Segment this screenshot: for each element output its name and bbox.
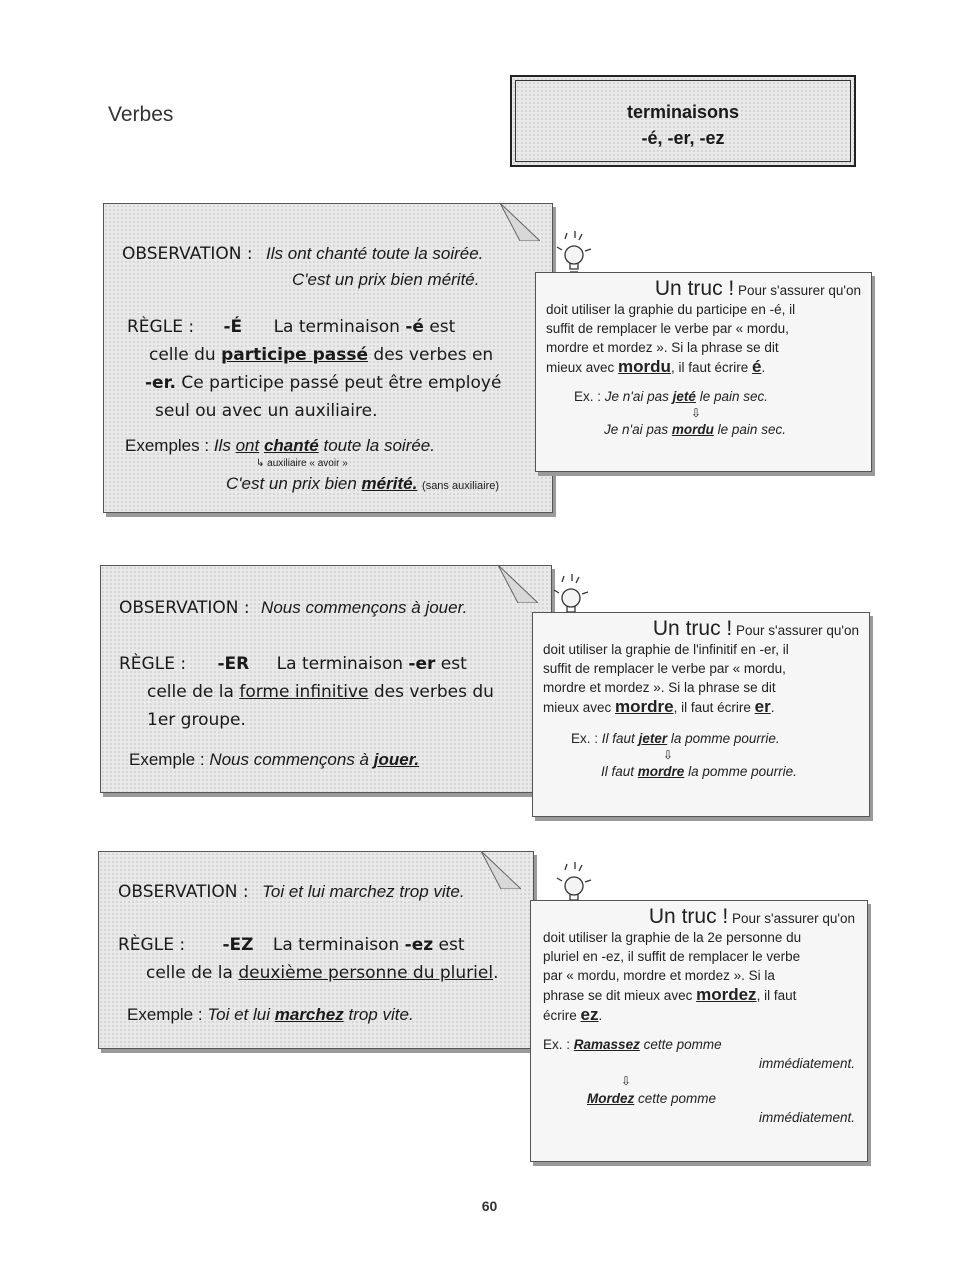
tip-line: écrire — [543, 1008, 577, 1023]
observation-line — [118, 882, 465, 902]
example-text-end: toute la soirée. — [323, 436, 435, 455]
tip-line: Pour s'assurer qu'on — [732, 911, 855, 926]
tip-line: pluriel en -ez, il suffit de remplacer le verbe — [543, 949, 801, 964]
tip-example: Il faut — [601, 731, 635, 746]
topic-line-2: -é, -er, -ez — [641, 128, 725, 148]
rule-line-2b: des verbes en — [373, 345, 494, 365]
example-text-end: trop vite. — [348, 1005, 414, 1024]
tip-example-label: Ex. : — [571, 731, 599, 746]
rule-text — [119, 650, 494, 734]
tip-line: , il faut écrire — [673, 700, 751, 715]
tip-example: Il faut — [601, 764, 635, 779]
tip-line: par « mordu, mordre et mordez ». Si la — [543, 968, 775, 983]
example-auxiliary: ont — [235, 436, 260, 455]
rule-line-4: seul ou avec un auxiliaire. — [155, 401, 378, 421]
observation-line — [119, 598, 467, 618]
tip-example: immédiatement. — [758, 1056, 855, 1071]
tip-key-word: mordre — [615, 697, 674, 716]
topic-line-1: terminaisons — [626, 102, 740, 122]
rule-line-3a: -er. — [145, 373, 177, 393]
rule-phrase: La terminaison — [272, 935, 400, 955]
rule-text — [118, 931, 499, 987]
rule-line-3: 1er groupe. — [147, 710, 246, 730]
tip-line: doit utiliser la graphie de la 2e personne du — [543, 930, 802, 945]
tip-ending: er — [754, 697, 771, 716]
folded-corner-icon — [481, 851, 521, 889]
rule-label: RÈGLE : — [119, 654, 187, 674]
example-note: (sans auxiliaire) — [422, 480, 500, 492]
tip-line: phrase se dit mieux avec — [543, 988, 693, 1003]
example-line-1 — [129, 750, 419, 770]
example-text: Nous commençons à — [209, 750, 370, 769]
rule-phrase: La terminaison — [273, 317, 400, 337]
tip-example-label: Ex. : — [543, 1037, 571, 1052]
example-verb: chanté — [263, 436, 319, 455]
rule-text — [127, 313, 501, 425]
topic-box — [510, 75, 856, 167]
tip-ending: ez — [580, 1005, 599, 1024]
observation-sentence: Nous commençons à jouer. — [261, 598, 468, 617]
examples-label: Exemple : — [129, 750, 205, 769]
observation-label: OBSERVATION : — [118, 882, 249, 902]
example-verb: mérité. — [361, 474, 418, 493]
rule-ending-inline: -ez — [404, 935, 434, 955]
example-text: C'est un prix bien — [226, 474, 357, 493]
tip-key-word: mordez — [696, 985, 757, 1004]
observation-sentence: Toi et lui marchez trop vite. — [262, 882, 465, 901]
tip-line: Pour s'assurer qu'on — [736, 623, 859, 638]
example-verb: jouer. — [373, 750, 420, 769]
example-text: Ils — [213, 436, 231, 455]
rule-phrase: La terminaison — [276, 654, 403, 674]
observation-label: OBSERVATION : — [119, 598, 250, 618]
rule-line-2a: celle du — [149, 345, 216, 365]
tip-line: mieux avec — [543, 700, 612, 715]
rule-key-term: participe passé — [221, 345, 369, 365]
tip-line: mordre et mordez ». Si la phrase se dit — [546, 340, 779, 355]
tip-box-1: Un truc ! Pour s'assurer qu'on doit utiliser la graphie du participe en -é, il suffit de remplacer le verbe par « mordu, mordre et mordez ». Si la phrase se dit mieux avec mordu, il faut écrire é. Ex. : Je n'ai pas jeté le pain sec. ⇩ Je n'ai pas mordu le pain sec. — [535, 272, 872, 472]
tip-example-verb: mordre — [637, 764, 685, 779]
section-title: Verbes — [108, 103, 174, 126]
tip-line: mieux avec — [546, 360, 615, 375]
rule-line-2a: celle de la — [147, 682, 234, 702]
tip-example-verb: jeté — [672, 389, 696, 404]
rule-line-2a: celle de la — [146, 963, 233, 983]
tip-example-verb: mordu — [671, 422, 714, 437]
rule-label: RÈGLE : — [118, 935, 186, 955]
rule-key-term: forme infinitive — [239, 682, 369, 702]
rule-ending: -ER — [217, 654, 250, 674]
down-arrow-icon: ⇩ — [663, 748, 674, 762]
page-number: 60 — [481, 1198, 498, 1214]
tip-line: suffit de remplacer le verbe par « mordu, — [543, 661, 786, 676]
tip-box-3: Un truc ! Pour s'assurer qu'on doit utiliser la graphie de la 2e personne du pluriel en -ez, il suffit de remplacer le verbe par « mordu, mordre et mordez ». Si la phrase se dit mieux avec mordez, il faut écrire ez. Ex. : Ramassez cette pomme immédiatement. ⇩ Mordez cette pomme immédiatement. — [530, 900, 868, 1162]
rule-phrase-end: est — [429, 317, 456, 337]
observation-line — [122, 244, 483, 264]
tip-key-word: mordu — [618, 357, 671, 376]
tip-title: Un truc ! — [652, 617, 733, 640]
rule-ending: -É — [223, 317, 243, 337]
rule-phrase-end: est — [440, 654, 467, 674]
example-text: Toi et lui — [207, 1005, 271, 1024]
rule-line-3b: Ce participe passé peut être employé — [181, 373, 502, 393]
tip-example: Je n'ai pas — [604, 389, 669, 404]
tip-line: suffit de remplacer le verbe par « mordu, — [546, 321, 789, 336]
example-line-1 — [127, 1005, 414, 1025]
tip-example: cette pomme — [643, 1037, 722, 1052]
rule-ending-inline: -é — [405, 317, 424, 337]
folded-corner-icon — [498, 565, 538, 603]
auxiliary-note: ↳ auxiliaire « avoir » — [256, 458, 348, 469]
tip-example-verb: jeter — [638, 731, 668, 746]
observation-sentence-2: C'est un prix bien mérité. — [292, 270, 480, 289]
tip-line: , il faut — [756, 988, 797, 1003]
tip-line: doit utiliser la graphie de l'infinitif en -er, il — [543, 642, 789, 657]
tip-line: doit utiliser la graphie du participe en -é, il — [546, 302, 796, 317]
down-arrow-icon: ⇩ — [621, 1074, 632, 1088]
example-line-1 — [125, 436, 435, 456]
tip-example: Je n'ai pas — [604, 422, 669, 437]
tip-example: le pain sec. — [717, 422, 786, 437]
tip-example-label: Ex. : — [574, 389, 602, 404]
rule-line-2b: . — [493, 963, 499, 983]
rule-ending: -EZ — [222, 935, 254, 955]
example-line-2 — [226, 474, 499, 494]
tip-example-verb: Mordez — [587, 1091, 635, 1106]
examples-label: Exemple : — [127, 1005, 203, 1024]
tip-example-verb: Ramassez — [573, 1037, 640, 1052]
tip-example: immédiatement. — [758, 1110, 855, 1125]
tip-box-2: Un truc ! Pour s'assurer qu'on doit utiliser la graphie de l'infinitif en -er, il suffit de remplacer le verbe par « mordu, mordre et mordez ». Si la phrase se dit mieux avec mordre, il faut écrire er. Ex. : Il faut jeter la pomme pourrie. ⇩ Il faut mordre la pomme pourrie. — [532, 612, 870, 817]
down-arrow-icon: ⇩ — [691, 406, 702, 420]
tip-title: Un truc ! — [654, 277, 735, 300]
tip-title: Un truc ! — [648, 905, 729, 928]
rule-key-term: deuxième personne du pluriel — [238, 963, 494, 983]
rule-phrase-end: est — [438, 935, 465, 955]
tip-example: le pain sec. — [699, 389, 768, 404]
tip-example: cette pomme — [638, 1091, 717, 1106]
rule-label: RÈGLE : — [127, 317, 195, 337]
example-verb: marchez — [274, 1005, 344, 1024]
observation-label: OBSERVATION : — [122, 244, 253, 264]
rule-ending-inline: -er — [408, 654, 436, 674]
tip-line: , il faut écrire — [670, 360, 749, 375]
tip-example: la pomme pourrie. — [670, 731, 780, 746]
tip-line: mordre et mordez ». Si la phrase se dit — [543, 680, 776, 695]
examples-label: Exemples : — [125, 436, 210, 455]
folded-corner-icon — [500, 203, 540, 241]
observation-sentence: Ils ont chanté toute la soirée. — [266, 244, 484, 263]
tip-example: la pomme pourrie. — [688, 764, 797, 779]
tip-ending: é — [751, 357, 762, 376]
tip-line: Pour s'assurer qu'on — [738, 283, 861, 298]
rule-line-2b: des verbes du — [373, 682, 494, 702]
